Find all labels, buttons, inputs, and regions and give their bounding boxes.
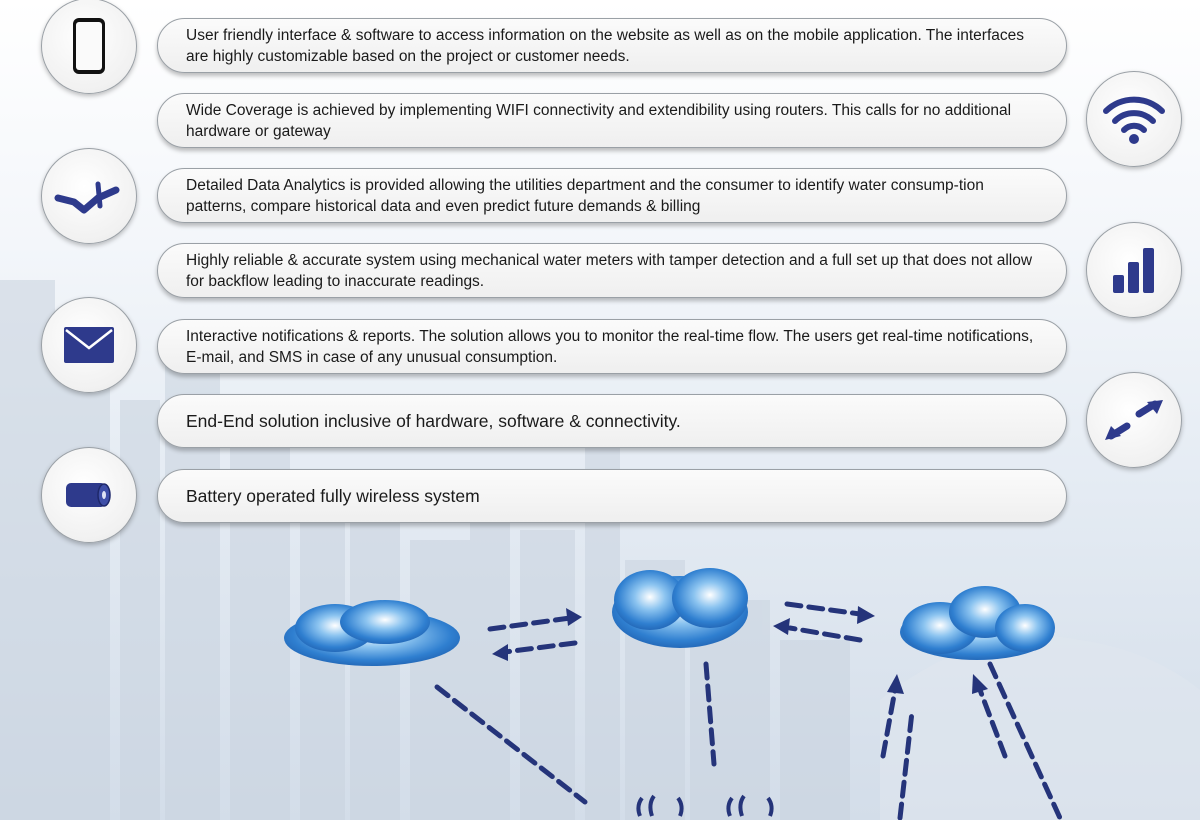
arrowhead-right-1 bbox=[566, 608, 582, 626]
bar-chart-icon-circle bbox=[1086, 222, 1182, 318]
feature-pill-reliability bbox=[157, 243, 1067, 298]
arrowhead-up-3 bbox=[972, 674, 988, 694]
network-diagram bbox=[0, 540, 1200, 820]
bar-chart-icon bbox=[1111, 245, 1157, 295]
feature-text: Interactive notifications & reports. The solution allows you to monitor the real-time flow. The users get real-time notifications, E-mail, and SMS in case of any unusual consumption. bbox=[186, 327, 1034, 366]
feature-pill-notifications bbox=[157, 319, 1067, 374]
feature-text: Battery operated fully wireless system bbox=[186, 485, 480, 506]
dashed-arrow-up-3 bbox=[980, 690, 1005, 756]
feature-text: Detailed Data Analytics is provided allowing the utilities department and the consumer to identify water consump-tion patterns, compare historical data and even predict future demands & billing bbox=[186, 176, 984, 215]
arrowhead-left-2 bbox=[773, 618, 790, 635]
signal-waves-icon bbox=[638, 796, 771, 816]
feature-pill-battery bbox=[157, 469, 1067, 523]
arrowhead-right-2 bbox=[857, 606, 875, 624]
wifi-icon-circle bbox=[1086, 71, 1182, 167]
dashed-arrow-center-to-right bbox=[787, 604, 860, 614]
feature-text: Highly reliable & accurate system using mechanical water meters with tamper detection and a full set up that does not allow for backflow leading to inaccurate readings. bbox=[186, 251, 1033, 290]
smartphone-icon bbox=[69, 16, 109, 76]
dashed-arrow-right-to-center bbox=[790, 628, 860, 640]
feature-pill-analytics bbox=[157, 168, 1067, 223]
dashed-arrow-up-1 bbox=[883, 690, 895, 756]
cloud-center bbox=[612, 568, 748, 648]
dashed-arrow-left-to-center bbox=[490, 618, 570, 629]
feature-pill-interface bbox=[157, 18, 1067, 73]
feature-pill-coverage bbox=[157, 93, 1067, 148]
two-way-arrow-icon-circle bbox=[1086, 372, 1182, 468]
feature-text: End-End solution inclusive of hardware, software & connectivity. bbox=[186, 410, 681, 431]
analytics-line-icon bbox=[54, 176, 124, 216]
battery-icon bbox=[64, 480, 114, 510]
two-way-arrow-icon bbox=[1103, 398, 1165, 442]
feature-text: Wide Coverage is achieved by implementing WIFI connectivity and extendibility using routers. This calls for no additional hardware or gateway bbox=[186, 101, 1012, 140]
email-icon bbox=[63, 326, 115, 364]
email-icon-circle bbox=[41, 297, 137, 393]
arrowhead-left-1 bbox=[492, 644, 508, 661]
wifi-icon bbox=[1102, 93, 1166, 145]
cloud-right bbox=[900, 586, 1055, 660]
smartphone-icon-circle bbox=[41, 0, 137, 94]
analytics-line-icon-circle bbox=[41, 148, 137, 244]
arrowhead-up-1 bbox=[887, 674, 904, 694]
dashed-arrow-center-to-left bbox=[505, 643, 575, 652]
feature-pill-end-to-end bbox=[157, 394, 1067, 448]
dashed-line-left-down bbox=[437, 687, 585, 802]
cloud-left bbox=[284, 600, 460, 666]
dashed-line-center-down bbox=[706, 664, 714, 764]
dashed-arrow-up-2 bbox=[900, 712, 912, 818]
feature-text: User friendly interface & software to access information on the website as well as on the mobile application. The interfaces are highly customizable based on the project or customer needs. bbox=[186, 26, 1024, 65]
battery-icon-circle bbox=[41, 447, 137, 543]
